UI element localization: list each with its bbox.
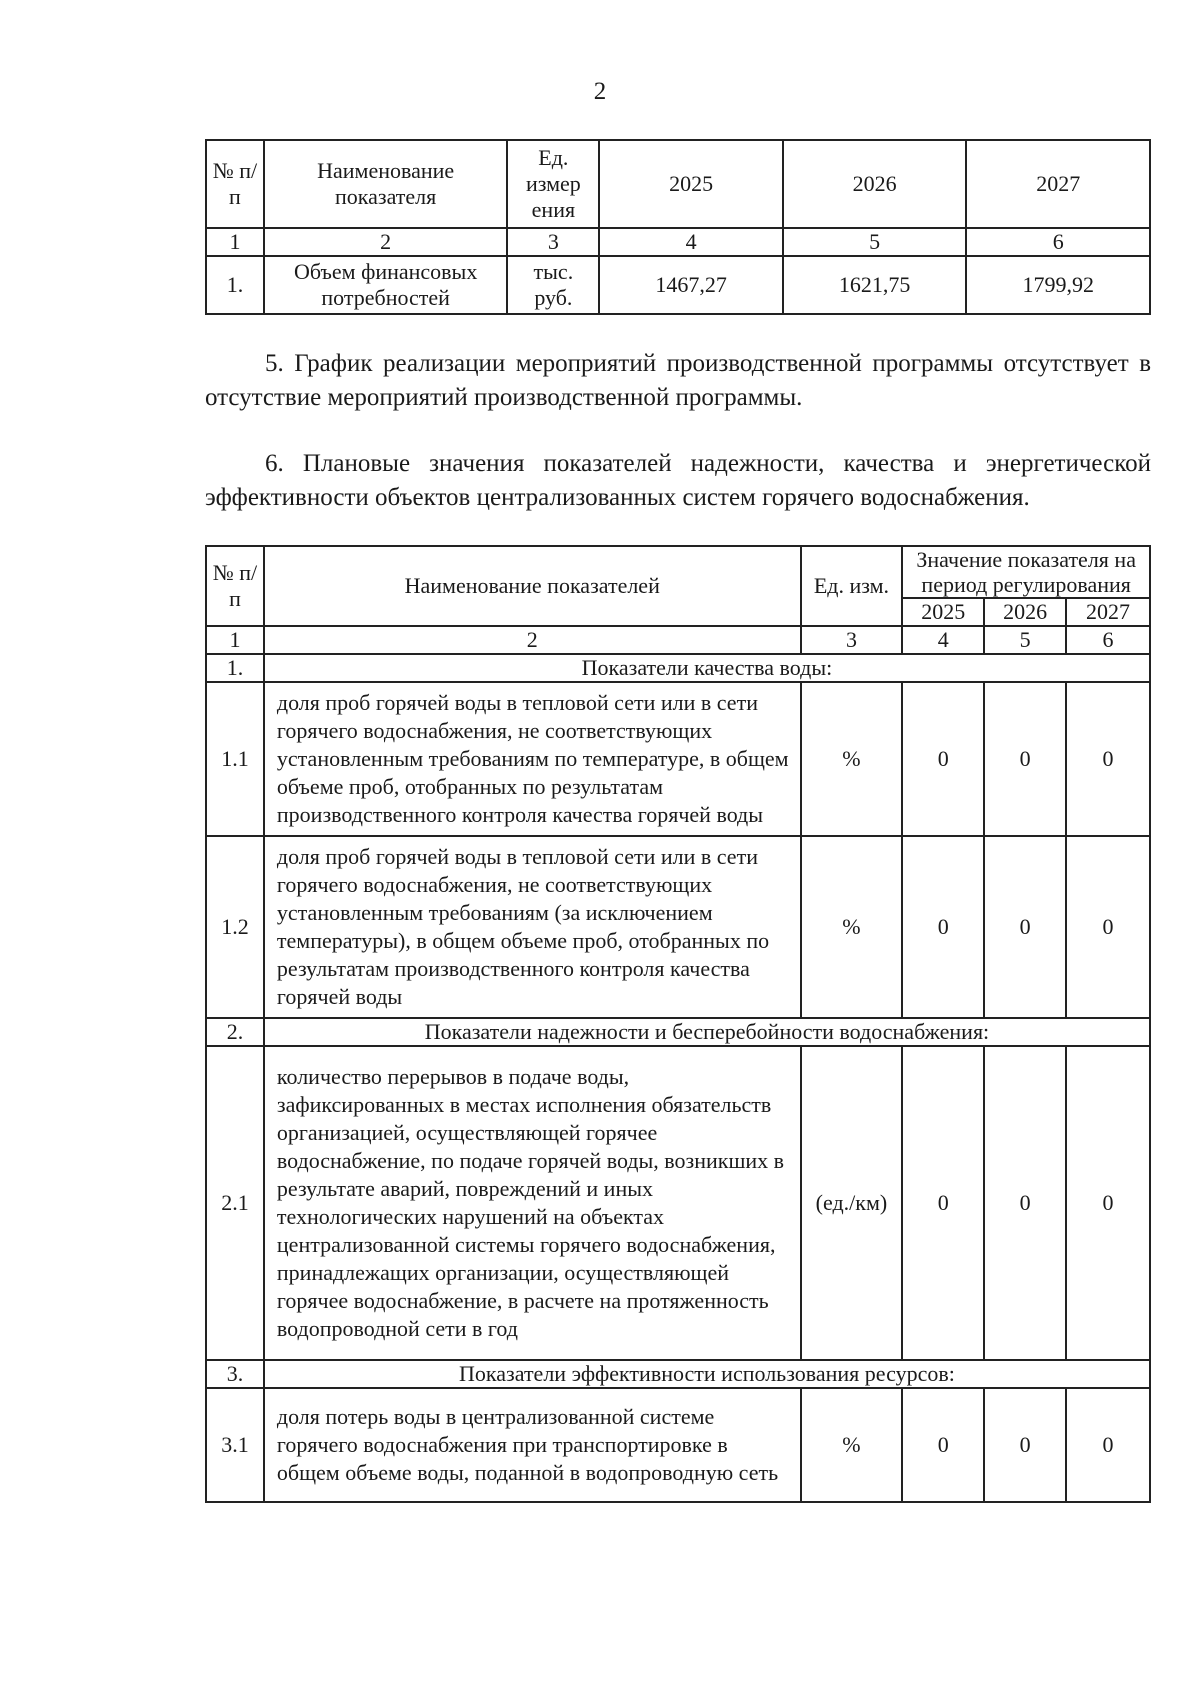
table1-header-cell: 2026 — [783, 140, 967, 228]
page-number: 2 — [593, 78, 607, 105]
paragraph-5 — [205, 347, 1151, 415]
value-2025: 0 — [902, 1388, 984, 1502]
header-year: 2026 — [984, 598, 1066, 626]
value-2025: 1467,27 — [599, 256, 783, 314]
section-title: Показатели надежности и бесперебойности водоснабжения: — [264, 1018, 1150, 1046]
value-2025: 0 — [902, 1046, 984, 1360]
financial-needs-table — [205, 139, 1151, 315]
row-number: 2.1 — [206, 1046, 264, 1360]
value-2027: 0 — [1066, 682, 1150, 836]
table1-index-cell: 6 — [966, 228, 1150, 256]
section-row — [206, 1018, 1150, 1046]
indicator-name: доля проб горячей воды в тепловой сети или в сети горячего водоснабжения, не соответствующих установленным требованиям по температуре, в общем объеме проб, отобранных по результатам производственного контроля качества горячей воды — [264, 682, 801, 836]
unit: % — [801, 682, 903, 836]
value-2026: 0 — [984, 1046, 1066, 1360]
table-row — [206, 682, 1150, 836]
table2-header-row — [206, 546, 1150, 598]
unit: тыс. руб. — [507, 256, 599, 314]
table1-index-cell: 2 — [264, 228, 508, 256]
paragraph-5-number: 5. — [265, 350, 284, 377]
indicators-table — [205, 545, 1151, 1503]
table2-index-cell: 1 — [206, 626, 264, 654]
section-title: Показатели эффективности использования ресурсов: — [264, 1360, 1150, 1388]
value-2026: 1621,75 — [783, 256, 967, 314]
row-number: 1. — [206, 256, 264, 314]
table2-index-cell: 4 — [902, 626, 984, 654]
table1-index-cell: 1 — [206, 228, 264, 256]
header-period: Значение показателя на период регулирования — [902, 546, 1150, 598]
indicator-name: количество перерывов в подаче воды, зафиксированных в местах исполнения обязательств организацией, осуществляющей горячее водоснабжение, по подаче горячей воды, возникших в результате аварий, повреждений и иных технологических нарушений на объектах централизованной системы горячего водоснабжения, принадлежащих организации, осуществляющей горячее водоснабжение, в расчете на протяженность водопроводной сети в год — [264, 1046, 801, 1360]
table1-index-cell: 4 — [599, 228, 783, 256]
section-row — [206, 654, 1150, 682]
indicator-name: доля проб горячей воды в тепловой сети или в сети горячего водоснабжения, не соответствующих установленным требованиям (за исключением температуры), в общем объеме проб, отобранных по результатам производственного контроля качества горячей воды — [264, 836, 801, 1018]
table1-header-cell: Наименование показателя — [264, 140, 508, 228]
header-unit: Ед. изм. — [801, 546, 903, 626]
table2-index-cell: 5 — [984, 626, 1066, 654]
table1-index-cell: 3 — [507, 228, 599, 256]
table1-index-row — [206, 228, 1150, 256]
table1-index-cell: 5 — [783, 228, 967, 256]
value-2026: 0 — [984, 682, 1066, 836]
table2-index-cell: 3 — [801, 626, 903, 654]
paragraph-6-text: Плановые значения показателей надежности, качества и энергетической эффективности объектов централизованных систем горячего водоснабжения. — [205, 450, 1151, 511]
table1-header-cell: № п/п — [206, 140, 264, 228]
value-2027: 0 — [1066, 1046, 1150, 1360]
unit: (ед./км) — [801, 1046, 903, 1360]
table1-header-cell: 2027 — [966, 140, 1150, 228]
value-2025: 0 — [902, 836, 984, 1018]
header-num: № п/п — [206, 546, 264, 626]
table-row — [206, 256, 1150, 314]
value-2026: 0 — [984, 836, 1066, 1018]
indicator-name: доля потерь воды в централизованной системе горячего водоснабжения при транспортировке в общем объеме воды, поданной в водопроводную сеть — [264, 1388, 801, 1502]
section-number: 1. — [206, 654, 264, 682]
paragraph-6 — [205, 447, 1151, 515]
row-number: 3.1 — [206, 1388, 264, 1502]
unit: % — [801, 836, 903, 1018]
table2-index-cell: 2 — [264, 626, 801, 654]
value-2027: 0 — [1066, 836, 1150, 1018]
section-row — [206, 1360, 1150, 1388]
paragraph-5-text: График реализации мероприятий производственной программы отсутствует в отсутствие мероприятий производственной программы. — [205, 350, 1151, 411]
section-number: 3. — [206, 1360, 264, 1388]
paragraph-6-number: 6. — [265, 450, 284, 477]
header-year: 2027 — [1066, 598, 1150, 626]
section-title: Показатели качества воды: — [264, 654, 1150, 682]
value-2026: 0 — [984, 1388, 1066, 1502]
row-number: 1.2 — [206, 836, 264, 1018]
row-number: 1.1 — [206, 682, 264, 836]
value-2027: 1799,92 — [966, 256, 1150, 314]
table2-index-row — [206, 626, 1150, 654]
header-name: Наименование показателей — [264, 546, 801, 626]
table1-header-row — [206, 140, 1150, 228]
header-year: 2025 — [902, 598, 984, 626]
table-row — [206, 836, 1150, 1018]
table1-header-cell: 2025 — [599, 140, 783, 228]
section-number: 2. — [206, 1018, 264, 1046]
value-2025: 0 — [902, 682, 984, 836]
unit: % — [801, 1388, 903, 1502]
table1-header-cell: Ед. измер ения — [507, 140, 599, 228]
value-2027: 0 — [1066, 1388, 1150, 1502]
table-row — [206, 1388, 1150, 1502]
indicator-name: Объем финансовых потребностей — [264, 256, 508, 314]
table2-index-cell: 6 — [1066, 626, 1150, 654]
table-row — [206, 1046, 1150, 1360]
